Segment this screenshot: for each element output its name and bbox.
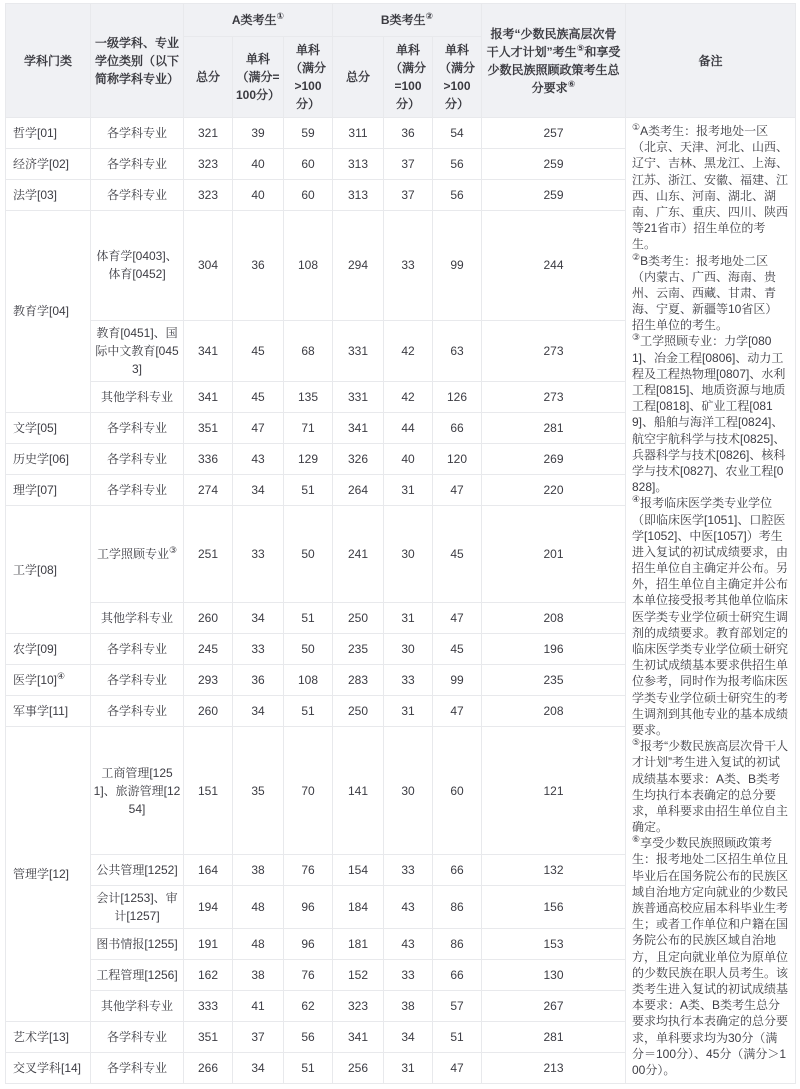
score-cell: 293 xyxy=(184,665,233,696)
minority-score-cell: 220 xyxy=(482,474,626,505)
score-cell: 235 xyxy=(333,634,384,665)
header-a-single-over100: 单科（满分>100分） xyxy=(284,37,333,118)
score-cell: 304 xyxy=(184,211,233,321)
score-cell: 283 xyxy=(333,665,384,696)
minority-score-cell: 235 xyxy=(482,665,626,696)
category-cell: 哲学[01] xyxy=(6,118,91,149)
major-cell: 各学科专业 xyxy=(91,696,184,727)
score-cell: 63 xyxy=(433,320,482,381)
score-cell: 321 xyxy=(184,118,233,149)
minority-score-cell: 156 xyxy=(482,886,626,929)
minority-score-cell: 281 xyxy=(482,1022,626,1053)
minority-score-cell: 244 xyxy=(482,211,626,321)
header-a-single-100: 单科（满分=100分） xyxy=(233,37,284,118)
category-cell: 医学[10]④ xyxy=(6,665,91,696)
score-cell: 38 xyxy=(384,991,433,1022)
score-cell: 341 xyxy=(333,412,384,443)
score-cell: 37 xyxy=(384,149,433,180)
note-item: ⑤报考“少数民族高层次骨干人才计划”考生进入复试的初试成绩基本要求：A类、B类考生均执行本表确定的总分要求，单科要求由招生单位自主确定。 xyxy=(632,737,789,835)
minority-score-cell: 196 xyxy=(482,634,626,665)
score-cell: 108 xyxy=(284,665,333,696)
category-cell: 历史学[06] xyxy=(6,443,91,474)
header-b-single-over100: 单科（满分>100分） xyxy=(433,37,482,118)
category-cell: 工学[08] xyxy=(6,505,91,634)
score-cell: 184 xyxy=(333,886,384,929)
score-cell: 34 xyxy=(233,474,284,505)
score-cell: 251 xyxy=(184,505,233,603)
score-cell: 38 xyxy=(233,855,284,886)
note-item: ④报考临床医学类专业学位（即临床医学[1051]、口腔医学[1052]、中医[1057]）考生进入复试的初试成绩要求，由招生单位自主确定并公布。另外，招生单位自主确定并公布本单位接受报考其他单位临床医学类专业学位硕士研究生调剂的成绩要求。教育部划定的临床医学类专业学位硕士研究生初试成绩基本要求供招生单位参考，同时作为报考临床医学类专业学位硕士研究生的考生调剂到其他专业的基本成绩要求。 xyxy=(632,494,789,737)
header-b-total: 总分 xyxy=(333,37,384,118)
header-subject-category: 学科门类 xyxy=(6,4,91,118)
header-b-single-100: 单科（满分=100分） xyxy=(384,37,433,118)
score-cell: 47 xyxy=(433,603,482,634)
score-cell: 260 xyxy=(184,696,233,727)
header-minority: 报考“少数民族高层次骨干人才计划”考生⑤和享受少数民族照顾政策考生总分要求⑥ xyxy=(482,4,626,118)
score-cell: 33 xyxy=(233,505,284,603)
score-cell: 71 xyxy=(284,412,333,443)
score-cell: 135 xyxy=(284,381,333,412)
major-cell: 各学科专业 xyxy=(91,665,184,696)
score-cell: 66 xyxy=(433,855,482,886)
score-cell: 47 xyxy=(433,474,482,505)
score-cell: 36 xyxy=(233,665,284,696)
score-cell: 60 xyxy=(284,149,333,180)
score-cell: 43 xyxy=(384,929,433,960)
score-cell: 250 xyxy=(333,603,384,634)
category-cell: 艺术学[13] xyxy=(6,1022,91,1053)
minority-score-cell: 259 xyxy=(482,149,626,180)
score-cell: 43 xyxy=(233,443,284,474)
score-cell: 40 xyxy=(233,149,284,180)
score-cell: 47 xyxy=(233,412,284,443)
major-cell: 公共管理[1252] xyxy=(91,855,184,886)
minority-score-cell: 153 xyxy=(482,929,626,960)
score-cell: 41 xyxy=(233,991,284,1022)
score-cell: 331 xyxy=(333,381,384,412)
score-cell: 51 xyxy=(284,1053,333,1084)
score-cell: 35 xyxy=(233,727,284,855)
category-cell: 交叉学科[14] xyxy=(6,1053,91,1084)
score-cell: 86 xyxy=(433,929,482,960)
score-cell: 341 xyxy=(333,1022,384,1053)
minority-score-cell: 132 xyxy=(482,855,626,886)
header-row-1 xyxy=(6,4,796,37)
major-cell: 图书情报[1255] xyxy=(91,929,184,960)
minority-score-cell: 281 xyxy=(482,412,626,443)
major-cell: 工学照顾专业③ xyxy=(91,505,184,603)
minority-score-cell: 259 xyxy=(482,180,626,211)
note-item: ①A类考生：报考地处一区（北京、天津、河北、山西、辽宁、吉林、黑龙江、上海、江苏、浙江、安徽、福建、江西、山东、河南、湖北、湖南、广东、重庆、四川、陕西等21省市）招生单位的考生。 xyxy=(632,122,789,252)
score-cell: 57 xyxy=(433,991,482,1022)
category-cell: 管理学[12] xyxy=(6,727,91,1022)
score-cell: 86 xyxy=(433,886,482,929)
major-cell: 各学科专业 xyxy=(91,1022,184,1053)
score-cell: 294 xyxy=(333,211,384,321)
score-cell: 162 xyxy=(184,960,233,991)
minority-score-cell: 130 xyxy=(482,960,626,991)
table-header xyxy=(6,4,796,118)
score-cell: 45 xyxy=(233,320,284,381)
score-cell: 336 xyxy=(184,443,233,474)
minority-score-cell: 213 xyxy=(482,1053,626,1084)
score-cell: 45 xyxy=(233,381,284,412)
score-cell: 45 xyxy=(433,634,482,665)
minority-score-cell: 208 xyxy=(482,603,626,634)
score-cell: 313 xyxy=(333,149,384,180)
score-cell: 99 xyxy=(433,211,482,321)
score-cell: 129 xyxy=(284,443,333,474)
score-cell: 39 xyxy=(233,118,284,149)
score-cell: 331 xyxy=(333,320,384,381)
score-cell: 33 xyxy=(233,634,284,665)
score-cell: 37 xyxy=(233,1022,284,1053)
score-cell: 37 xyxy=(384,180,433,211)
table-row xyxy=(6,118,796,149)
major-cell: 各学科专业 xyxy=(91,180,184,211)
score-cell: 31 xyxy=(384,1053,433,1084)
score-cell: 51 xyxy=(284,474,333,505)
score-cell: 60 xyxy=(433,727,482,855)
score-cell: 191 xyxy=(184,929,233,960)
category-cell: 文学[05] xyxy=(6,412,91,443)
note-item: ②B类考生：报考地处二区（内蒙古、广西、海南、贵州、云南、西藏、甘肃、青海、宁夏、新疆等10省区）招生单位的考生。 xyxy=(632,251,778,333)
major-cell: 教育[0451]、国际中文教育[0453] xyxy=(91,320,184,381)
score-cell: 38 xyxy=(233,960,284,991)
score-cell: 351 xyxy=(184,1022,233,1053)
major-cell: 工程管理[1256] xyxy=(91,960,184,991)
score-cell: 313 xyxy=(333,180,384,211)
note-item: ③工学照顾专业：力学[0801]、冶金工程[0806]、动力工程及工程热物理[0807]、水利工程[0815]、地质资源与地质工程[0818]、矿业工程[0819]、船舶与海洋工程[0824]、航空宇航科学与技术[0825]、兵器科学与技术[0826]、核科学与技术[0827]、农业工程[0828]。 xyxy=(632,332,786,495)
notes-cell xyxy=(626,118,796,1084)
score-cell: 51 xyxy=(284,696,333,727)
score-cell: 152 xyxy=(333,960,384,991)
score-cell: 54 xyxy=(433,118,482,149)
minority-score-cell: 201 xyxy=(482,505,626,603)
score-cell: 154 xyxy=(333,855,384,886)
score-cell: 256 xyxy=(333,1053,384,1084)
category-cell: 理学[07] xyxy=(6,474,91,505)
score-cell: 351 xyxy=(184,412,233,443)
score-table xyxy=(5,3,796,1084)
score-cell: 70 xyxy=(284,727,333,855)
score-cell: 333 xyxy=(184,991,233,1022)
table-body xyxy=(6,118,796,1084)
score-cell: 266 xyxy=(184,1053,233,1084)
category-cell: 军事学[11] xyxy=(6,696,91,727)
note-item: ⑥享受少数民族照顾政策考生：报考地处二区招生单位且毕业后在国务院公布的民族区域自治地方定向就业的少数民族普通高校应届本科毕业生考生；或者工作单位和户籍在国务院公布的民族区域自治地方，且定向就业单位为原单位的少数民族在职人员考生。该类考生进入复试的初试成绩基本要求：A类、B类考生总分要求均执行本表确定的总分要求，单科要求均为30分（满分＝100分）、45分（满分＞100分）。 xyxy=(632,834,789,1077)
score-cell: 341 xyxy=(184,320,233,381)
score-cell: 56 xyxy=(433,149,482,180)
score-cell: 66 xyxy=(433,412,482,443)
score-cell: 99 xyxy=(433,665,482,696)
score-cell: 33 xyxy=(384,665,433,696)
major-cell: 各学科专业 xyxy=(91,474,184,505)
score-cell: 48 xyxy=(233,886,284,929)
score-cell: 47 xyxy=(433,696,482,727)
score-cell: 51 xyxy=(284,603,333,634)
major-cell: 其他学科专业 xyxy=(91,603,184,634)
header-remarks: 备注 xyxy=(626,4,796,118)
minority-score-cell: 273 xyxy=(482,381,626,412)
header-group-a: A类考生① xyxy=(184,4,333,37)
category-cell: 经济学[02] xyxy=(6,149,91,180)
score-cell: 33 xyxy=(384,855,433,886)
score-cell: 56 xyxy=(433,180,482,211)
score-cell: 31 xyxy=(384,474,433,505)
major-cell: 会计[1253]、审计[1257] xyxy=(91,886,184,929)
score-cell: 250 xyxy=(333,696,384,727)
score-cell: 30 xyxy=(384,727,433,855)
score-cell: 62 xyxy=(284,991,333,1022)
score-cell: 34 xyxy=(233,603,284,634)
score-cell: 30 xyxy=(384,634,433,665)
score-cell: 40 xyxy=(233,180,284,211)
major-cell: 各学科专业 xyxy=(91,149,184,180)
score-cell: 34 xyxy=(233,1053,284,1084)
header-major-category: 一级学科、专业学位类别（以下简称学科专业） xyxy=(91,4,184,118)
score-cell: 33 xyxy=(384,960,433,991)
score-cell: 66 xyxy=(433,960,482,991)
score-cell: 59 xyxy=(284,118,333,149)
score-cell: 31 xyxy=(384,696,433,727)
category-cell: 法学[03] xyxy=(6,180,91,211)
minority-score-cell: 121 xyxy=(482,727,626,855)
score-cell: 34 xyxy=(233,696,284,727)
score-cell: 30 xyxy=(384,505,433,603)
minority-score-cell: 267 xyxy=(482,991,626,1022)
score-cell: 194 xyxy=(184,886,233,929)
score-cell: 40 xyxy=(384,443,433,474)
score-cell: 36 xyxy=(384,118,433,149)
score-cell: 326 xyxy=(333,443,384,474)
score-cell: 151 xyxy=(184,727,233,855)
score-cell: 96 xyxy=(284,886,333,929)
score-cell: 323 xyxy=(333,991,384,1022)
score-cell: 120 xyxy=(433,443,482,474)
score-cell: 311 xyxy=(333,118,384,149)
major-cell: 各学科专业 xyxy=(91,1053,184,1084)
score-cell: 33 xyxy=(384,211,433,321)
score-cell: 241 xyxy=(333,505,384,603)
score-cell: 108 xyxy=(284,211,333,321)
major-cell: 各学科专业 xyxy=(91,118,184,149)
score-cell: 56 xyxy=(284,1022,333,1053)
score-cell: 51 xyxy=(433,1022,482,1053)
score-cell: 260 xyxy=(184,603,233,634)
header-group-b: B类考生② xyxy=(333,4,482,37)
score-cell: 44 xyxy=(384,412,433,443)
minority-score-cell: 269 xyxy=(482,443,626,474)
score-cell: 50 xyxy=(284,505,333,603)
major-cell: 其他学科专业 xyxy=(91,381,184,412)
score-cell: 43 xyxy=(384,886,433,929)
major-cell: 各学科专业 xyxy=(91,634,184,665)
score-cell: 31 xyxy=(384,603,433,634)
score-cell: 68 xyxy=(284,320,333,381)
score-cell: 126 xyxy=(433,381,482,412)
header-a-total: 总分 xyxy=(184,37,233,118)
score-cell: 50 xyxy=(284,634,333,665)
category-cell: 农学[09] xyxy=(6,634,91,665)
score-cell: 181 xyxy=(333,929,384,960)
major-cell: 各学科专业 xyxy=(91,443,184,474)
minority-score-cell: 208 xyxy=(482,696,626,727)
major-cell: 体育学[0403]、体育[0452] xyxy=(91,211,184,321)
major-cell: 工商管理[1251]、旅游管理[1254] xyxy=(91,727,184,855)
score-cell: 36 xyxy=(233,211,284,321)
score-cell: 274 xyxy=(184,474,233,505)
score-cell: 141 xyxy=(333,727,384,855)
minority-score-cell: 273 xyxy=(482,320,626,381)
score-cell: 48 xyxy=(233,929,284,960)
score-cell: 323 xyxy=(184,180,233,211)
score-cell: 47 xyxy=(433,1053,482,1084)
category-cell: 教育学[04] xyxy=(6,211,91,413)
minority-score-cell: 257 xyxy=(482,118,626,149)
score-cell: 341 xyxy=(184,381,233,412)
score-cell: 164 xyxy=(184,855,233,886)
score-cell: 264 xyxy=(333,474,384,505)
score-cell: 76 xyxy=(284,855,333,886)
score-cell: 60 xyxy=(284,180,333,211)
score-cell: 96 xyxy=(284,929,333,960)
major-cell: 各学科专业 xyxy=(91,412,184,443)
score-cell: 34 xyxy=(384,1022,433,1053)
major-cell: 其他学科专业 xyxy=(91,991,184,1022)
score-cell: 323 xyxy=(184,149,233,180)
score-cell: 245 xyxy=(184,634,233,665)
score-cell: 45 xyxy=(433,505,482,603)
score-cell: 42 xyxy=(384,381,433,412)
score-cell: 42 xyxy=(384,320,433,381)
score-cell: 76 xyxy=(284,960,333,991)
